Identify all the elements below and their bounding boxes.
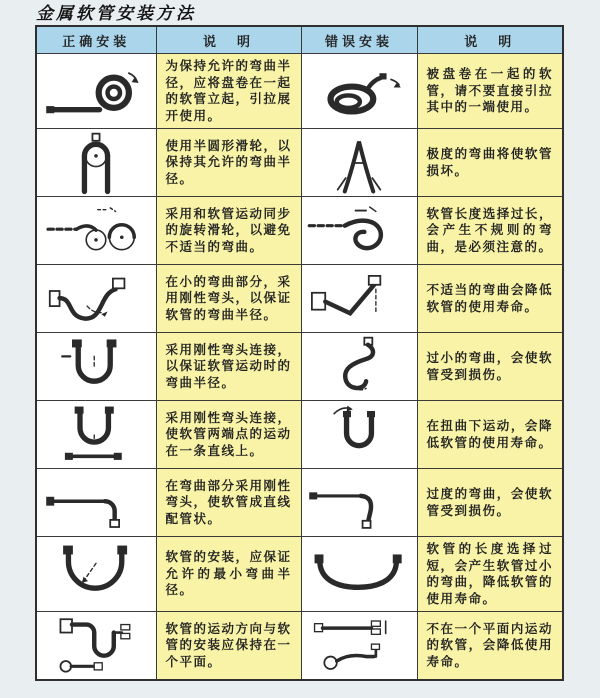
long-loop-icon xyxy=(303,199,415,263)
table-body xyxy=(36,54,563,680)
correct-description-cell xyxy=(156,54,301,129)
coil-upright-icon xyxy=(40,59,152,123)
twisted-u-icon xyxy=(303,403,415,467)
wrong-description-cell xyxy=(417,129,563,197)
correct-illustration-cell xyxy=(36,54,156,129)
correct-description-cell xyxy=(156,401,301,469)
correct-description-text: 在小的弯曲部分，采用刚性弯头，以保证软管的弯曲半径。 xyxy=(165,273,292,322)
table-row xyxy=(36,401,563,469)
table-row xyxy=(36,612,563,680)
wrong-description-text: 不适当的弯曲会降低软管的使用寿命。 xyxy=(426,282,553,314)
rigid-elbow-curve-icon xyxy=(40,267,152,331)
wrong-description-cell xyxy=(417,469,563,537)
correct-description-text: 采用刚性弯头连接，以保证软管运动时的弯曲半径。 xyxy=(165,341,292,390)
wrong-description-cell xyxy=(417,197,563,265)
sharp-hairpin-icon xyxy=(303,131,415,195)
wrong-description-cell xyxy=(417,333,563,401)
overbent-elbow-icon xyxy=(303,471,415,535)
header-description-right: 说 明 xyxy=(417,26,563,54)
correct-description-text: 采用和软管运动同步的旋转滑轮，以避免不适当的弯曲。 xyxy=(165,205,292,254)
table-row xyxy=(36,265,563,333)
correct-description-cell xyxy=(156,612,301,680)
correct-description-cell xyxy=(156,333,301,401)
correct-illustration-cell xyxy=(36,401,156,469)
correct-description-cell xyxy=(156,197,301,265)
correct-description-cell xyxy=(156,129,301,197)
wrong-illustration-cell xyxy=(301,612,417,680)
table-row xyxy=(36,197,563,265)
table-row xyxy=(36,333,563,401)
correct-description-cell xyxy=(156,265,301,333)
wrong-description-text: 不在一个平面内运动的软管，会降低使用寿命。 xyxy=(426,620,553,669)
wrong-description-text: 软管长度选择过长，会产生不规则的弯曲，是必须注意的。 xyxy=(426,205,553,254)
correct-description-cell xyxy=(156,469,301,537)
correct-illustration-cell xyxy=(36,333,156,401)
correct-illustration-cell xyxy=(36,197,156,265)
wrong-illustration-cell xyxy=(301,129,417,197)
wrong-illustration-cell xyxy=(301,537,417,612)
improper-bend-icon xyxy=(303,267,415,331)
wrong-illustration-cell xyxy=(301,54,417,129)
table-row xyxy=(36,537,563,612)
wrong-description-cell xyxy=(417,537,563,612)
wrong-illustration-cell xyxy=(301,401,417,469)
correct-illustration-cell xyxy=(36,129,156,197)
straight-elbow-icon xyxy=(40,471,152,535)
wrong-illustration-cell xyxy=(301,333,417,401)
wrong-description-cell xyxy=(417,54,563,129)
coil-flat-pull-icon xyxy=(303,59,415,123)
rotating-pulleys-icon xyxy=(40,199,152,263)
table-row xyxy=(36,469,563,537)
wrong-description-cell xyxy=(417,612,563,680)
wrong-description-text: 被盘卷在一起的软管，请不要直接引拉其中的一端使用。 xyxy=(426,66,553,115)
correct-description-text: 在弯曲部分采用刚性弯头，使软管成直线配管状。 xyxy=(165,477,292,526)
table-row xyxy=(36,129,563,197)
small-hook-icon xyxy=(303,335,415,399)
correct-description-text: 为保持允许的弯曲半径，应将盘卷在一起的软管立起，引拉展开使用。 xyxy=(165,58,292,123)
wrong-description-text: 过度的弯曲，会使软管受到损伤。 xyxy=(426,486,553,518)
header-correct-install: 正确安装 xyxy=(36,26,156,54)
wrong-description-text: 极度的弯曲将使软管损坏。 xyxy=(426,146,553,178)
page-title: 金属软管安装方法 xyxy=(36,4,196,24)
wrong-illustration-cell xyxy=(301,265,417,333)
correct-illustration-cell xyxy=(36,537,156,612)
wide-u-icon xyxy=(40,542,152,606)
pulley-loop-icon xyxy=(40,131,152,195)
correct-illustration-cell xyxy=(36,469,156,537)
correct-illustration-cell xyxy=(36,612,156,680)
wrong-description-text: 软管的长度选择过短，会产生软管过小的弯曲，降低软管的使用寿命。 xyxy=(426,541,553,606)
wrong-description-cell xyxy=(417,401,563,469)
wrong-illustration-cell xyxy=(301,197,417,265)
s-trap-icon xyxy=(40,613,152,677)
hose-installation-table xyxy=(35,25,564,681)
correct-description-text: 使用半圆形滑轮，以保持其允许的弯曲半径。 xyxy=(165,137,292,186)
table-row xyxy=(36,54,563,129)
wrong-illustration-cell xyxy=(301,469,417,537)
two-plane-icon xyxy=(303,613,415,677)
correct-description-cell xyxy=(156,537,301,612)
wrong-description-text: 过小的弯曲，会使软管受到损伤。 xyxy=(426,350,553,382)
header-description-left: 说 明 xyxy=(156,26,301,54)
short-flat-u-icon xyxy=(303,542,415,606)
header-wrong-install: 错误安装 xyxy=(301,26,417,54)
u-bend-elbows-icon xyxy=(40,335,152,399)
wrong-description-cell xyxy=(417,265,563,333)
correct-description-text: 采用刚性弯头连接，使软管两端点的运动在一条直线上。 xyxy=(165,409,292,458)
correct-description-text: 软管的安装，应保证允许的最小弯曲半径。 xyxy=(165,549,292,598)
correct-illustration-cell xyxy=(36,265,156,333)
table-header xyxy=(36,26,563,54)
u-bend-aligned-icon xyxy=(40,403,152,467)
correct-description-text: 软管的运动方向与软管的安装应保持在一个平面。 xyxy=(165,620,292,669)
wrong-description-text: 在扭曲下运动，会降低软管的使用寿命。 xyxy=(426,418,553,450)
